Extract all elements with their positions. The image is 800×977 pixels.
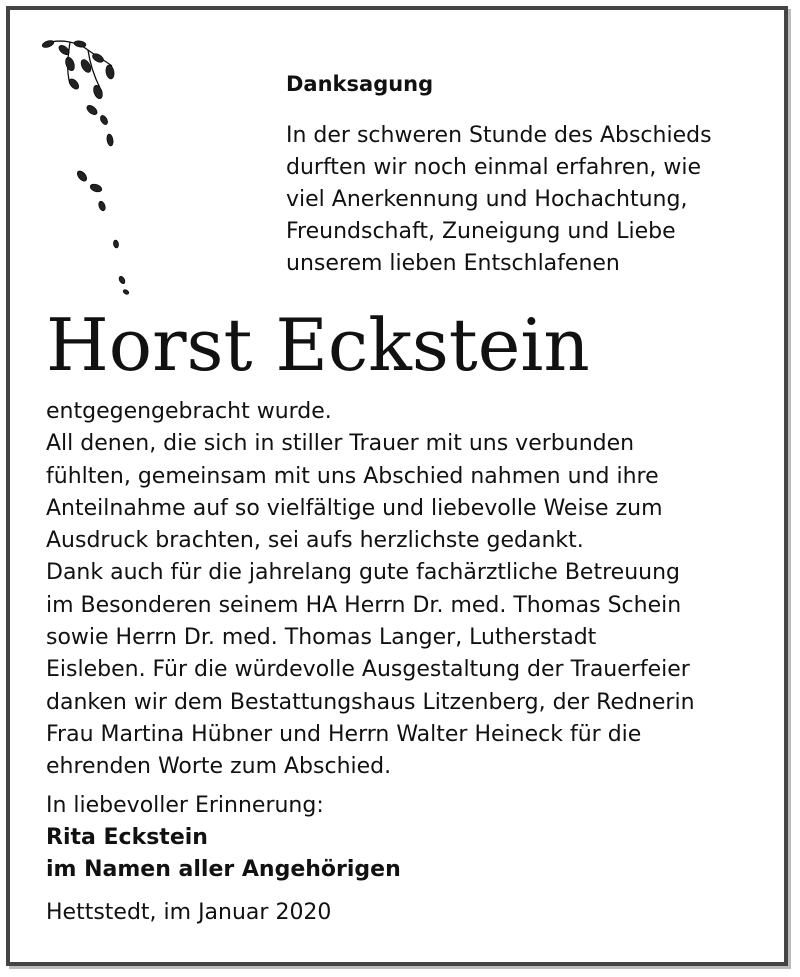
body-line: All denen, die sich in stiller Trauer mit uns verbunden [46, 431, 635, 457]
body-line: Eisleben. Für die würdevolle Ausgestaltung der Trauerfeier [46, 657, 690, 683]
intro-line: durften wir noch einmal erfahren, wie [286, 155, 702, 180]
body-line: entgegengebracht wurde. [46, 399, 332, 424]
notice-heading: Danksagung [286, 72, 434, 96]
place-date: Hettstedt, im Januar 2020 [46, 900, 332, 925]
body-line: Frau Martina Hübner und Herrn Walter Heineck für die [46, 721, 642, 747]
body-line: fühlten, gemeinsam mit uns Abschied nahmen und ihre [46, 463, 659, 489]
intro-line: unserem lieben Entschlafenen [286, 251, 620, 276]
closing-block [46, 790, 401, 886]
body-line: im Besonderen seinem HA Herrn Dr. med. Thomas Schein [46, 592, 682, 618]
signer-name: Rita Eckstein [46, 825, 208, 850]
remembrance-line: In liebevoller Erinnerung: [46, 793, 324, 818]
intro-line: In der schweren Stunde des Abschieds [286, 123, 712, 148]
falling-leaves-icon [40, 36, 140, 306]
body-line: Anteilnahme auf so vielfältige und liebevolle Weise zum [46, 495, 663, 521]
body-paragraph [46, 396, 786, 784]
body-line: Ausdruck brachten, sei aufs herzlichste gedankt. [46, 528, 584, 554]
body-line: ehrenden Worte zum Abschied. [46, 754, 392, 780]
intro-line: viel Anerkennung und Hochachtung, [286, 187, 688, 212]
intro-line: Freundschaft, Zuneigung und Liebe [286, 219, 676, 244]
body-line: Dank auch für die jahrelang gute fachärztliche Betreuung [46, 560, 680, 586]
body-line: sowie Herrn Dr. med. Thomas Langer, Lutherstadt [46, 625, 597, 651]
on-behalf-line: im Namen aller Angehörigen [46, 857, 401, 882]
deceased-name: Horst Eckstein [46, 303, 590, 387]
body-line: danken wir dem Bestattungshaus Litzenberg, der Rednerin [46, 689, 695, 715]
intro-paragraph [286, 120, 786, 280]
